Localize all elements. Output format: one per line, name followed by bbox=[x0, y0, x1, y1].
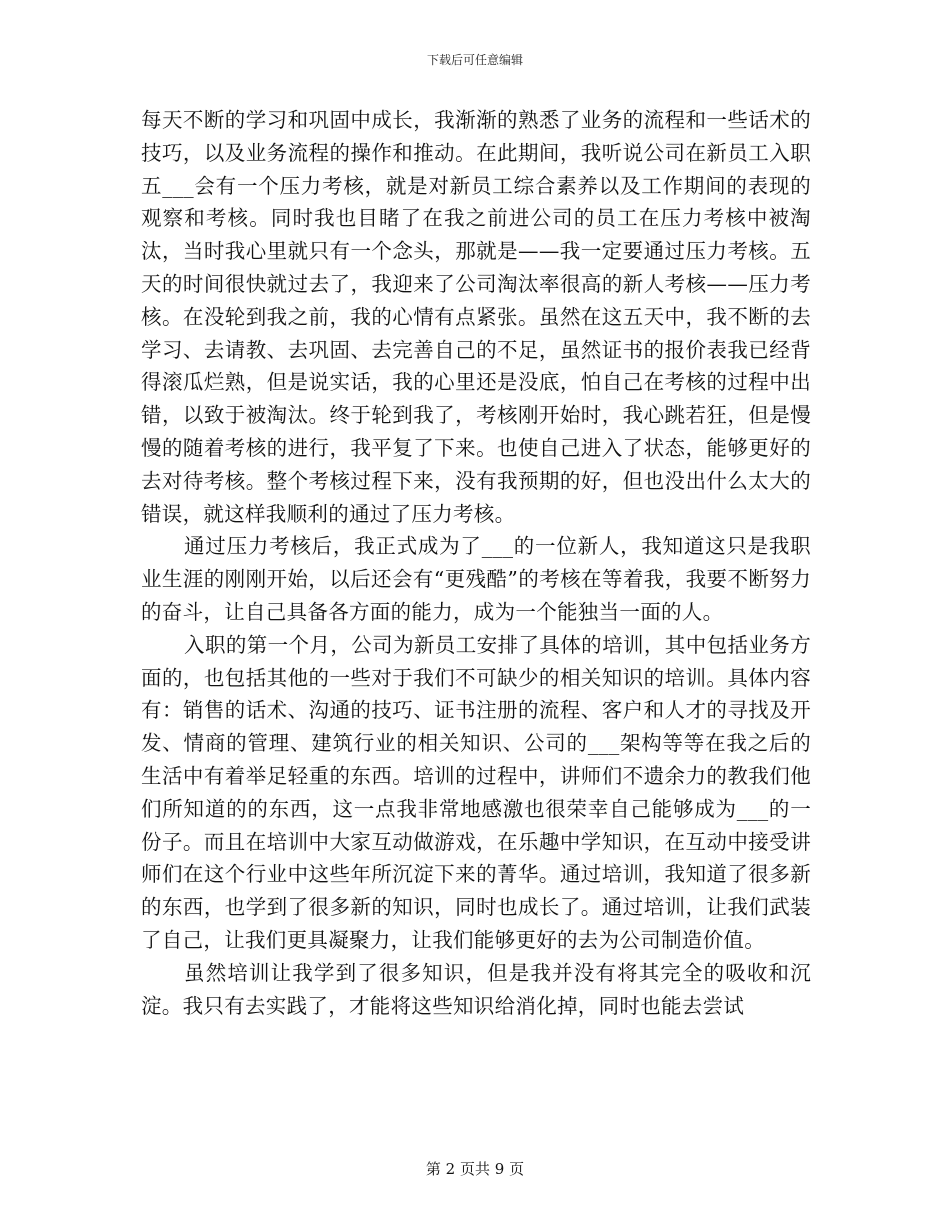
paragraph-continuation: 每天不断的学习和巩固中成长，我渐渐的熟悉了业务的流程和一些话术的技巧，以及业务流程的操作和推动。在此期间，我听说公司在新员工入职五___会有一个压力考核，就是对新员工综合素养以及工作期间的表现的观察和考核。同时我也目睹了在我之前进公司的员工在压力考核中被淘汰，当时我心里就只有一个念头，那就是——我一定要通过压力考核。五天的时间很快就过去了，我迎来了公司淘汰率很高的新人考核——压力考核。在没轮到我之前，我的心情有点紧张。虽然在这五天中，我不断的去学习、去请教、去巩固、去完善自己的不足，虽然证书的报价表我已经背得滚瓜烂熟，但是说实话，我的心里还是没底，怕自己在考核的过程中出错，以致于被淘汰。终于轮到我了，考核刚开始时，我心跳若狂，但是慢慢的随着考核的进行，我平复了下来。也使自己进入了状态，能够更好的去对待考核。整个考核过程下来，没有我预期的好，但也没出什么太大的错误，就这样我顺利的通过了压力考核。 bbox=[141, 108, 811, 526]
paragraph-practice: 虽然培训让我学到了很多知识，但是我并没有将其完全的吸收和沉淀。我只有去实践了，才能将这些知识给消化掉，同时也能去尝试 bbox=[141, 960, 811, 1018]
page-number: 第 2 页共 9 页 bbox=[425, 1160, 525, 1178]
paragraph-pressure-test: 通过压力考核后，我正式成为了___的一位新人，我知道这只是我职业生涯的刚刚开始，以后还会有“更残酷”的考核在等着我，我要不断努力的奋斗，让自己具备各方面的能力，成为一个能独当一面的人。 bbox=[141, 534, 811, 624]
document-body bbox=[141, 104, 811, 1022]
page-header: 下载后可任意编辑 bbox=[426, 53, 523, 67]
paragraph-training: 入职的第一个月，公司为新员工安排了具体的培训，其中包括业务方面的，也包括其他的一些对于我们不可缺少的相关知识的培训。具体内容有：销售的话术、沟通的技巧、证书注册的流程、客户和人才的寻找及开发、情商的管理、建筑行业的相关知识、公司的___架构等等在我之后的生活中有着举足轻重的东西。培训的过程中，讲师们不遗余力的教我们他们所知道的的东西，这一点我非常地感激也很荣幸自己能够成为___的一份子。而且在培训中大家互动做游戏，在乐趣中学知识，在互动中接受讲师们在这个行业中这些年所沉淀下来的菁华。通过培训，我知道了很多新的东西，也学到了很多新的知识，同时也成长了。通过培训，让我们武装了自己，让我们更具凝聚力，让我们能够更好的去为公司制造价值。 bbox=[141, 632, 811, 952]
